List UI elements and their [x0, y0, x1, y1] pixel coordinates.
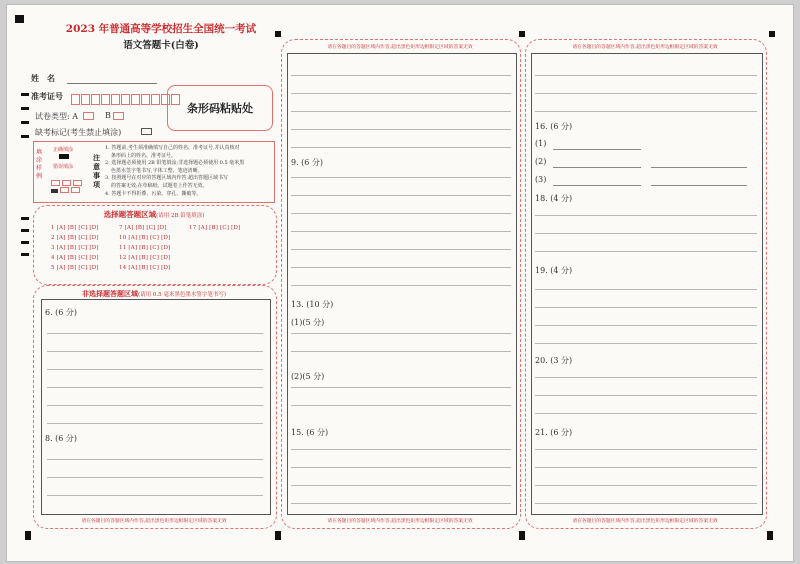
- question-16-part2-label: (2): [535, 157, 547, 166]
- answer-line[interactable]: [535, 467, 757, 468]
- left-panel-bottom-note: 请在各题目的答题区域内作答,超出黑色矩形边框限定区域的答案无效: [81, 519, 227, 524]
- question-18-label: 18. (4 分): [535, 194, 573, 203]
- answer-line[interactable]: [535, 449, 757, 450]
- timing-mark: [21, 241, 29, 244]
- choice-q17[interactable]: 17 [A] [B] [C] [D]: [189, 225, 241, 231]
- right-panel-bottom-note: 请在各题目的答题区域内作答,超出黑色矩形边框限定区域的答案无效: [572, 519, 718, 524]
- answer-line[interactable]: [535, 251, 757, 252]
- choice-title-text: 选择题答题区域: [103, 210, 157, 219]
- choice-q12[interactable]: 12 [A] [B] [C] [D]: [119, 255, 171, 261]
- choice-hint: (请用 2B 铅笔填涂): [156, 213, 205, 219]
- answer-line[interactable]: [535, 343, 757, 344]
- exam-id-label: 准考证号: [31, 91, 63, 101]
- answer-blank[interactable]: [553, 167, 641, 168]
- answer-line[interactable]: [291, 285, 511, 286]
- answer-line[interactable]: [47, 495, 263, 496]
- answer-line[interactable]: [291, 267, 511, 268]
- answer-line[interactable]: [291, 467, 511, 468]
- right-panel-top-note: 请在各题目的答题区域内作答,超出黑色矩形边框限定区域的答案无效: [572, 45, 718, 50]
- answer-line[interactable]: [291, 485, 511, 486]
- answer-line[interactable]: [291, 249, 511, 250]
- answer-line[interactable]: [291, 177, 511, 178]
- timing-mark: [767, 531, 773, 540]
- answer-blank[interactable]: [651, 185, 747, 186]
- paper-type-a-box[interactable]: [83, 112, 94, 120]
- answer-line[interactable]: [535, 233, 757, 234]
- answer-line[interactable]: [291, 387, 511, 388]
- answer-line[interactable]: [291, 333, 511, 334]
- notice-item: 1. 答题前,考生须准确填写自己的姓名、准考证号,并认真核对: [105, 145, 240, 151]
- notice-text: [105, 145, 244, 198]
- notice-item: 条形码上的姓名、准考证号。: [111, 152, 177, 159]
- timing-mark: [21, 253, 29, 256]
- choice-title: [33, 209, 275, 220]
- answer-line[interactable]: [291, 213, 511, 214]
- answer-line[interactable]: [291, 75, 511, 76]
- question-16-label: 16. (6 分): [535, 122, 573, 131]
- question-13-part1-label: (1)(5 分): [291, 318, 325, 327]
- answer-line[interactable]: [47, 333, 263, 334]
- answer-blank[interactable]: [553, 149, 641, 150]
- left-answer-box: [41, 299, 271, 515]
- name-label: 姓 名: [31, 73, 55, 83]
- timing-mark: [519, 531, 525, 540]
- choice-q1[interactable]: 1 [A] [B] [C] [D]: [51, 225, 99, 231]
- answer-sheet: [6, 4, 794, 562]
- question-21-label: 21. (6 分): [535, 428, 573, 437]
- answer-line[interactable]: [291, 93, 511, 94]
- timing-mark: [275, 531, 281, 540]
- choice-q10[interactable]: 10 [A] [B] [C] [D]: [119, 235, 171, 241]
- question-15-label: 15. (6 分): [291, 428, 329, 437]
- timing-mark: [21, 121, 29, 124]
- fill-correct-label: 正确填涂: [53, 147, 74, 153]
- answer-line[interactable]: [535, 307, 757, 308]
- notice-item: 4. 答题卡不得折叠、污染、穿孔、撕破等。: [105, 190, 202, 197]
- question-16-part3-label: (3): [535, 175, 547, 184]
- absent-mark-label: 缺考标记(考生禁止填涂): [35, 128, 122, 137]
- answer-line[interactable]: [535, 413, 757, 414]
- notice-item: 3. 按照题号在对应的答题区域内作答,超出答题区域书写: [105, 175, 228, 182]
- question-13-label: 13. (10 分): [291, 300, 334, 309]
- timing-mark: [21, 135, 29, 138]
- answer-line[interactable]: [291, 449, 511, 450]
- answer-line[interactable]: [47, 387, 263, 388]
- answer-line[interactable]: [535, 289, 757, 290]
- timing-mark: [21, 107, 29, 110]
- barcode-label: 条形码粘贴处: [187, 102, 253, 115]
- barcode-area: [167, 85, 273, 131]
- answer-line[interactable]: [291, 147, 511, 148]
- choice-q4[interactable]: 4 [A] [B] [C] [D]: [51, 255, 99, 261]
- answer-line[interactable]: [47, 351, 263, 352]
- answer-line[interactable]: [291, 195, 511, 196]
- answer-line[interactable]: [291, 129, 511, 130]
- choice-q7[interactable]: 7 [A] [B] [C] [D]: [119, 225, 167, 231]
- timing-mark: [21, 229, 29, 232]
- middle-panel-top-note: 请在各题目的答题区域内作答,超出黑色矩形边框限定区域的答案无效: [327, 45, 473, 50]
- answer-line[interactable]: [535, 111, 757, 112]
- notice-item: 2. 选择题必须使用 2B 铅笔填涂;非选择题必须使用 0.5 毫米黑: [105, 160, 245, 167]
- answer-line[interactable]: [535, 75, 757, 76]
- timing-mark: [15, 15, 24, 23]
- answer-line[interactable]: [47, 459, 263, 460]
- notice-label: 注意事项: [93, 153, 100, 189]
- answer-blank[interactable]: [651, 167, 747, 168]
- answer-line[interactable]: [535, 395, 757, 396]
- choice-q2[interactable]: 2 [A] [B] [C] [D]: [51, 235, 99, 241]
- timing-mark: [21, 217, 29, 220]
- paper-type-label: 试卷类型: A: [35, 112, 79, 121]
- answer-line[interactable]: [291, 231, 511, 232]
- question-9-label: 9. (6 分): [291, 158, 324, 167]
- answer-line[interactable]: [47, 405, 263, 406]
- notice-item: 的答案无效;在草稿纸、试题卷上作答无效。: [111, 182, 208, 189]
- question-16-part1-label: (1): [535, 139, 547, 148]
- fill-wrong-label: 错误填涂: [53, 164, 74, 170]
- answer-blank[interactable]: [553, 185, 641, 186]
- fill-correct-sample: [59, 154, 69, 159]
- answer-line[interactable]: [291, 111, 511, 112]
- question-8-label: 8. (6 分): [45, 434, 78, 443]
- question-19-label: 19. (4 分): [535, 266, 573, 275]
- fill-example-label: 填涂样例: [36, 149, 43, 180]
- nonchoice-title-text: 非选择题答题区域: [81, 289, 138, 298]
- answer-line[interactable]: [535, 503, 757, 504]
- answer-line[interactable]: [535, 325, 757, 326]
- exam-id-grid[interactable]: [71, 90, 181, 109]
- question-6-label: 6. (6 分): [45, 308, 78, 317]
- answer-line[interactable]: [291, 405, 511, 406]
- answer-line[interactable]: [535, 215, 757, 216]
- fill-wrong-samples-2: [51, 178, 80, 197]
- timing-mark: [519, 31, 525, 37]
- choice-q5[interactable]: 5 [A] [B] [C] [D]: [51, 265, 99, 271]
- choice-q14[interactable]: 14 [A] [B] [C] [D]: [119, 265, 171, 271]
- paper-type-b-label: B: [105, 111, 111, 120]
- sheet-subtitle: 语文答题卡(白卷): [123, 40, 199, 51]
- nonchoice-hint: (请用 0.5 毫米黑色墨水签字笔书写): [137, 292, 227, 298]
- absent-mark-box[interactable]: [141, 128, 152, 135]
- choice-q3[interactable]: 3 [A] [B] [C] [D]: [51, 245, 99, 251]
- middle-answer-box: [287, 53, 517, 515]
- exam-title: 2023 年普通高等学校招生全国统一考试: [65, 23, 257, 35]
- nonchoice-title: [33, 289, 275, 299]
- answer-line[interactable]: [535, 485, 757, 486]
- timing-mark: [21, 93, 29, 96]
- middle-panel-bottom-note: 请在各题目的答题区域内作答,超出黑色矩形边框限定区域的答案无效: [327, 519, 473, 524]
- notice-item: 色墨水签字笔书写,字体工整、笔迹清晰。: [111, 167, 203, 174]
- paper-type-b-box[interactable]: [113, 112, 124, 120]
- answer-line[interactable]: [291, 351, 511, 352]
- question-13-part2-label: (2)(5 分): [291, 372, 325, 381]
- answer-line[interactable]: [535, 377, 757, 378]
- timing-mark: [25, 531, 31, 540]
- answer-line[interactable]: [47, 423, 263, 424]
- answer-line[interactable]: [47, 369, 263, 370]
- timing-mark: [769, 31, 775, 37]
- answer-line[interactable]: [291, 503, 511, 504]
- question-20-label: 20. (3 分): [535, 356, 573, 365]
- answer-line[interactable]: [47, 477, 263, 478]
- answer-line[interactable]: [535, 93, 757, 94]
- name-field[interactable]: [67, 83, 157, 84]
- choice-q11[interactable]: 11 [A] [B] [C] [D]: [119, 245, 171, 251]
